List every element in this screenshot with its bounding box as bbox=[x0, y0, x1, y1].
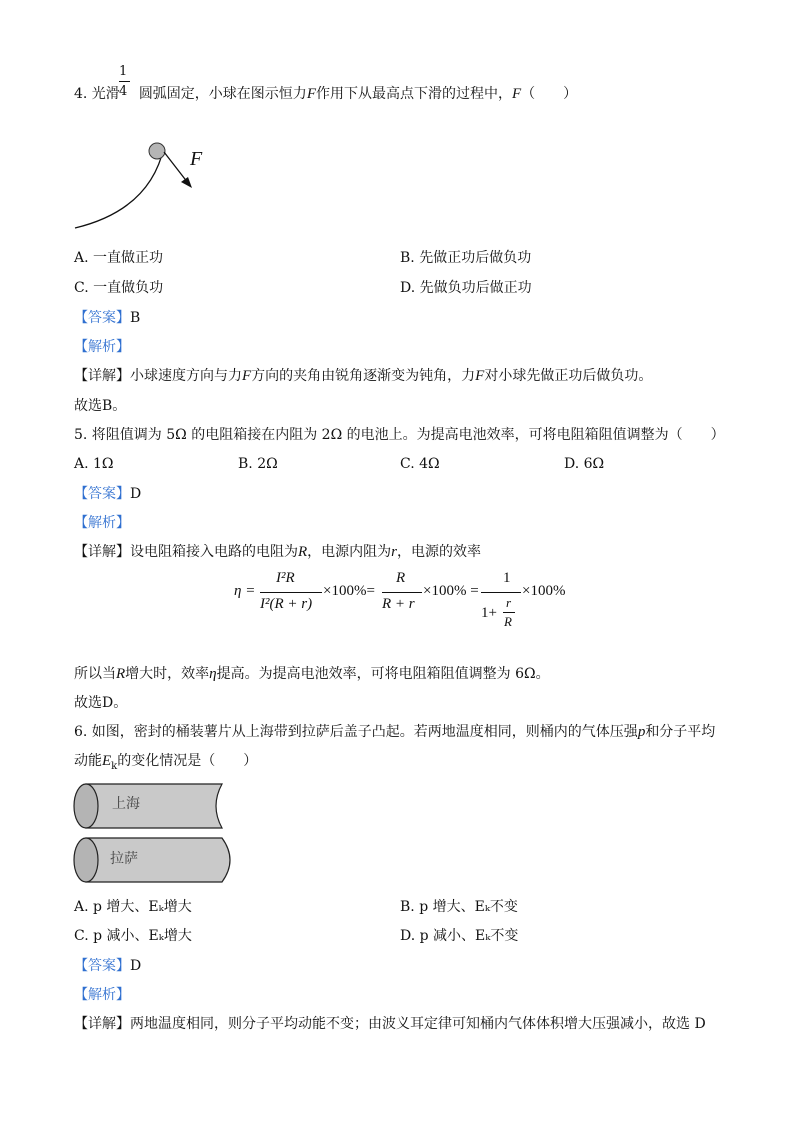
q4-answer: 【答案】B bbox=[74, 310, 141, 326]
q4-option-a: A. 一直做正功 bbox=[74, 250, 164, 266]
q4-option-c: C. 一直做负功 bbox=[74, 280, 164, 296]
q6-chip-cans-figure bbox=[72, 782, 242, 888]
q5-answer: 【答案】D bbox=[74, 486, 142, 502]
q5-stem: 5. 将阻值调为 5Ω 的电阻箱接在内阻为 2Ω 的电池上。为提高电池效率，可将电阻箱阻值调整为（ ） bbox=[74, 427, 725, 443]
q6-stem-line1: 6. 如图，密封的桶装薯片从上海带到拉萨后盖子凸起。若两地温度相同，则桶内的气体压强p和分子平均 bbox=[74, 724, 716, 740]
q6-detail: 【详解】两地温度相同，则分子平均动能不变；由波义耳定律可知桶内气体体积增大压强减小，故选 D bbox=[74, 1016, 706, 1032]
q5-option-a: A. 1Ω bbox=[74, 456, 114, 472]
q6-option-d: D. p 减小、Eₖ不变 bbox=[400, 928, 519, 944]
formula-inner-bar bbox=[503, 612, 515, 613]
q6-analysis-tag: 【解析】 bbox=[74, 987, 130, 1003]
q4-analysis-tag: 【解析】 bbox=[74, 339, 130, 355]
formula-num1: I²R bbox=[276, 570, 295, 586]
formula-eta: η = bbox=[234, 583, 256, 599]
can-label-lhasa: 拉萨 bbox=[110, 851, 138, 867]
formula-den2: R + r bbox=[382, 596, 415, 612]
q4-option-d: D. 先做负功后做正功 bbox=[400, 280, 532, 296]
formula-inner-den: R bbox=[504, 614, 512, 629]
q4-detail: 【详解】小球速度方向与力F方向的夹角由锐角逐渐变为钝角，力F对小球先做正功后做负功。 bbox=[74, 368, 653, 384]
q6-option-a: A. p 增大、Eₖ增大 bbox=[74, 899, 192, 915]
q6-option-b: B. p 增大、Eₖ不变 bbox=[400, 899, 518, 915]
q5-analysis-tag: 【解析】 bbox=[74, 515, 130, 531]
q5-option-d: D. 6Ω bbox=[564, 456, 605, 472]
q6-answer: 【答案】D bbox=[74, 958, 142, 974]
fraction-numerator: 1 bbox=[119, 64, 128, 79]
formula-times1: ×100%= bbox=[323, 583, 375, 599]
q4-conclusion: 故选B。 bbox=[74, 398, 127, 414]
formula-num2: R bbox=[396, 570, 406, 586]
q5-detail: 【详解】设电阻箱接入电路的电阻为R，电源内阻为r，电源的效率 bbox=[74, 544, 482, 560]
q5-option-c: C. 4Ω bbox=[400, 456, 440, 472]
can-label-shanghai: 上海 bbox=[112, 796, 140, 812]
formula-inner-num: r bbox=[506, 595, 512, 610]
formula-bar3 bbox=[481, 592, 521, 593]
fraction-denominator: 4 bbox=[119, 84, 128, 99]
fraction-bar bbox=[119, 81, 130, 82]
formula-den1: I²(R + r) bbox=[260, 596, 313, 612]
q4-option-b: B. 先做正功后做负功 bbox=[400, 250, 532, 266]
q6-stem-line2: 动能$E_k$的变化情况是（ ） bbox=[74, 753, 258, 772]
formula-bar1 bbox=[260, 592, 322, 593]
q4-stem: 4. 光滑 圆弧固定，小球在图示恒力F作用下从最高点下滑的过程中，F（ ） bbox=[74, 86, 578, 102]
formula-bar2 bbox=[382, 592, 422, 593]
formula-times2: ×100% = bbox=[423, 583, 479, 599]
ball-icon bbox=[149, 143, 165, 159]
force-label: F bbox=[190, 148, 203, 170]
q5-conclusion-line: 所以当R增大时，效率η提高。为提高电池效率，可将电阻箱阻值调整为 6Ω。 bbox=[74, 666, 550, 682]
formula-times3: ×100% bbox=[522, 583, 566, 599]
formula-num3: 1 bbox=[503, 570, 511, 586]
q6-option-c: C. p 减小、Eₖ增大 bbox=[74, 928, 192, 944]
formula-den3-one-plus: 1+ bbox=[481, 605, 497, 621]
q5-conclusion: 故选D。 bbox=[74, 695, 128, 711]
q5-option-b: B. 2Ω bbox=[238, 456, 278, 472]
